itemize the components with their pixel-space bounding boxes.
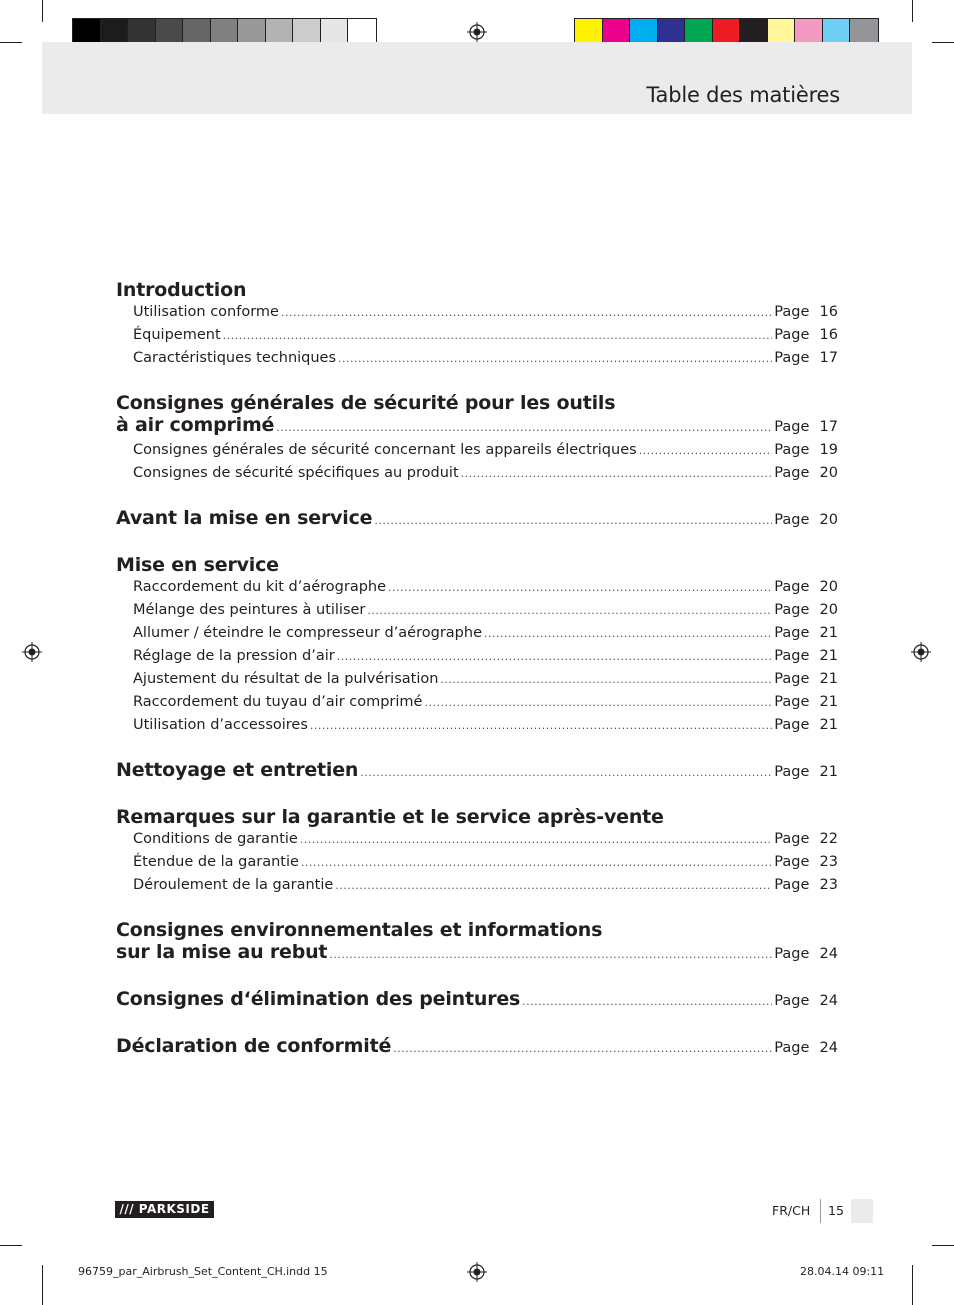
- toc-section: [116, 392, 838, 485]
- toc-main-row: [116, 759, 838, 784]
- dot-leader: [276, 417, 772, 439]
- entry-label: Caractéristiques techniques: [133, 350, 337, 366]
- registration-mark-icon: [22, 642, 42, 662]
- page-number-ref: 24: [819, 946, 838, 962]
- page-number-ref: 20: [819, 512, 838, 528]
- page-number: 15: [828, 1203, 844, 1218]
- page-label: Page: [774, 512, 810, 528]
- page-number-ref: 23: [819, 877, 838, 893]
- page-label: Page: [774, 625, 810, 641]
- entry-label: Mélange des peintures à utiliser: [133, 602, 366, 618]
- registration-mark-icon: [467, 1262, 487, 1282]
- entry-label: Conditions de garantie: [133, 831, 298, 847]
- language-code: FR/CH: [772, 1203, 811, 1218]
- toc-entry: [116, 691, 838, 714]
- section-title: sur la mise au rebut: [116, 941, 328, 963]
- page-number-ref: 21: [819, 625, 838, 641]
- section-title: Déclaration de conformité: [116, 1035, 392, 1057]
- page-number-ref: 21: [819, 648, 838, 664]
- entry-label: Ajustement du résultat de la pulvérisation: [133, 671, 439, 687]
- dot-leader: [484, 623, 772, 645]
- page-number-ref: 23: [819, 854, 838, 870]
- section-title: Remarques sur la garantie et le service après-vente: [116, 806, 664, 828]
- crop-mark: [932, 42, 954, 43]
- toc-main-row: [116, 414, 838, 439]
- page-ref: [774, 324, 838, 346]
- page-label: Page: [774, 304, 810, 320]
- page-number-ref: 21: [819, 717, 838, 733]
- toc-entry: [116, 439, 838, 462]
- toc-entry: [116, 576, 838, 599]
- toc-entry: [116, 851, 838, 874]
- slug-datetime: 28.04.14 09:11: [800, 1265, 885, 1278]
- page-ref: [774, 943, 838, 965]
- dot-leader: [374, 510, 772, 532]
- dot-leader: [329, 944, 772, 966]
- parkside-logo: /// PARKSIDE: [115, 1201, 214, 1218]
- page-label: Page: [774, 327, 810, 343]
- section-title: Consignes environnementales et informations: [116, 919, 603, 941]
- page-number-ref: 17: [819, 350, 838, 366]
- page-number-ref: 19: [819, 442, 838, 458]
- page-ref: [774, 439, 838, 461]
- page-ref: [774, 301, 838, 323]
- toc-entry: [116, 668, 838, 691]
- page-label: Page: [774, 946, 810, 962]
- section-title: Avant la mise en service: [116, 507, 373, 529]
- toc-main-row: [116, 941, 838, 966]
- crop-mark: [912, 1265, 913, 1305]
- toc-entry: [116, 874, 838, 897]
- entry-label: Raccordement du tuyau d’air comprimé: [133, 694, 423, 710]
- page-ref: [774, 990, 838, 1012]
- crop-mark: [0, 42, 22, 43]
- entry-label: Déroulement de la garantie: [133, 877, 334, 893]
- dot-leader: [338, 348, 772, 370]
- dot-leader: [335, 875, 772, 897]
- toc-entry: [116, 301, 838, 324]
- entry-label: Consignes de sécurité spécifiques au produit: [133, 465, 459, 481]
- dot-leader: [393, 1038, 772, 1060]
- page-label: Page: [774, 648, 810, 664]
- page-ref: [774, 416, 838, 438]
- page-title: Table des matières: [646, 83, 840, 107]
- page-ref: [774, 828, 838, 850]
- toc-entry: [116, 622, 838, 645]
- toc-section: [116, 988, 838, 1013]
- toc-entry: [116, 462, 838, 485]
- crop-mark: [912, 0, 913, 22]
- page-number-ref: 17: [819, 419, 838, 435]
- registration-mark-icon: [467, 22, 487, 42]
- toc-section: [116, 806, 838, 897]
- page-label: Page: [774, 602, 810, 618]
- dot-leader: [281, 302, 772, 324]
- page-number-ref: 20: [819, 602, 838, 618]
- page-label: Page: [774, 717, 810, 733]
- page-label: Page: [774, 854, 810, 870]
- page-ref: [774, 509, 838, 531]
- registration-mark-icon: [911, 642, 931, 662]
- dot-leader: [639, 440, 773, 462]
- footer-divider: [820, 1199, 821, 1223]
- page-ref: [774, 851, 838, 873]
- page-number-ref: 16: [819, 327, 838, 343]
- page-label: Page: [774, 442, 810, 458]
- crop-mark: [0, 1245, 22, 1246]
- entry-label: Consignes générales de sécurité concernant les appareils électriques: [133, 442, 637, 458]
- dot-leader: [301, 852, 772, 874]
- page-tab: [851, 1199, 873, 1223]
- toc-entry: [116, 828, 838, 851]
- page-ref: [774, 576, 838, 598]
- entry-label: Équipement: [133, 327, 221, 343]
- section-title: Consignes d‘élimination des peintures: [116, 988, 521, 1010]
- page-label: Page: [774, 1040, 810, 1056]
- page-ref: [774, 874, 838, 896]
- page-label: Page: [774, 831, 810, 847]
- page-label: Page: [774, 764, 810, 780]
- toc-entry: [116, 599, 838, 622]
- page-number-ref: 21: [819, 764, 838, 780]
- toc-entry: [116, 347, 838, 370]
- section-title: Introduction: [116, 279, 247, 301]
- dot-leader: [522, 991, 772, 1013]
- dot-leader: [424, 692, 772, 714]
- dot-leader: [367, 600, 772, 622]
- section-title: Mise en service: [116, 554, 279, 576]
- crop-mark: [42, 0, 43, 22]
- page-ref: [774, 668, 838, 690]
- toc-section: [116, 507, 838, 532]
- toc-section: [116, 919, 838, 966]
- page-ref: [774, 347, 838, 369]
- section-title: Consignes générales de sécurité pour les outils: [116, 392, 616, 414]
- dot-leader: [223, 325, 773, 347]
- page-label: Page: [774, 350, 810, 366]
- entry-label: Étendue de la garantie: [133, 854, 299, 870]
- page-ref: [774, 761, 838, 783]
- page-number-ref: 21: [819, 671, 838, 687]
- dot-leader: [388, 577, 772, 599]
- page-number-ref: 20: [819, 579, 838, 595]
- toc-entry: [116, 645, 838, 668]
- page-ref: [774, 622, 838, 644]
- toc-section: [116, 554, 838, 737]
- dot-leader: [461, 463, 773, 485]
- page-label: Page: [774, 877, 810, 893]
- page-label: Page: [774, 671, 810, 687]
- toc-main-row: [116, 507, 838, 532]
- crop-mark: [42, 1265, 43, 1305]
- page-number-ref: 22: [819, 831, 838, 847]
- page-label: Page: [774, 694, 810, 710]
- entry-label: Utilisation d’accessoires: [133, 717, 308, 733]
- page-number-ref: 21: [819, 694, 838, 710]
- dot-leader: [300, 829, 772, 851]
- toc-section: [116, 279, 838, 370]
- entry-label: Utilisation conforme: [133, 304, 279, 320]
- page-ref: [774, 714, 838, 736]
- entry-label: Raccordement du kit d’aérographe: [133, 579, 387, 595]
- page-label: Page: [774, 465, 810, 481]
- dot-leader: [310, 715, 772, 737]
- page-label: Page: [774, 993, 810, 1009]
- toc-entry: [116, 324, 838, 347]
- toc-entry: [116, 714, 838, 737]
- dot-leader: [360, 762, 772, 784]
- crop-mark: [932, 1245, 954, 1246]
- toc-main-row: [116, 1035, 838, 1060]
- toc-main-row: [116, 988, 838, 1013]
- page-ref: [774, 691, 838, 713]
- dot-leader: [337, 646, 773, 668]
- page-number-ref: 16: [819, 304, 838, 320]
- page-label: Page: [774, 579, 810, 595]
- page-number-ref: 24: [819, 993, 838, 1009]
- page-label: Page: [774, 419, 810, 435]
- page-number-ref: 20: [819, 465, 838, 481]
- slug-filename: 96759_par_Airbrush_Set_Content_CH.indd 15: [78, 1265, 328, 1278]
- section-title: à air comprimé: [116, 414, 275, 436]
- page-ref: [774, 645, 838, 667]
- section-title: Nettoyage et entretien: [116, 759, 359, 781]
- page-ref: [774, 462, 838, 484]
- page-number-ref: 24: [819, 1040, 838, 1056]
- toc-section: [116, 759, 838, 784]
- table-of-contents: [116, 279, 838, 1082]
- page-ref: [774, 599, 838, 621]
- page-ref: [774, 1037, 838, 1059]
- dot-leader: [440, 669, 772, 691]
- entry-label: Allumer / éteindre le compresseur d’aérographe: [133, 625, 482, 641]
- entry-label: Réglage de la pression d’air: [133, 648, 335, 664]
- toc-section: [116, 1035, 838, 1060]
